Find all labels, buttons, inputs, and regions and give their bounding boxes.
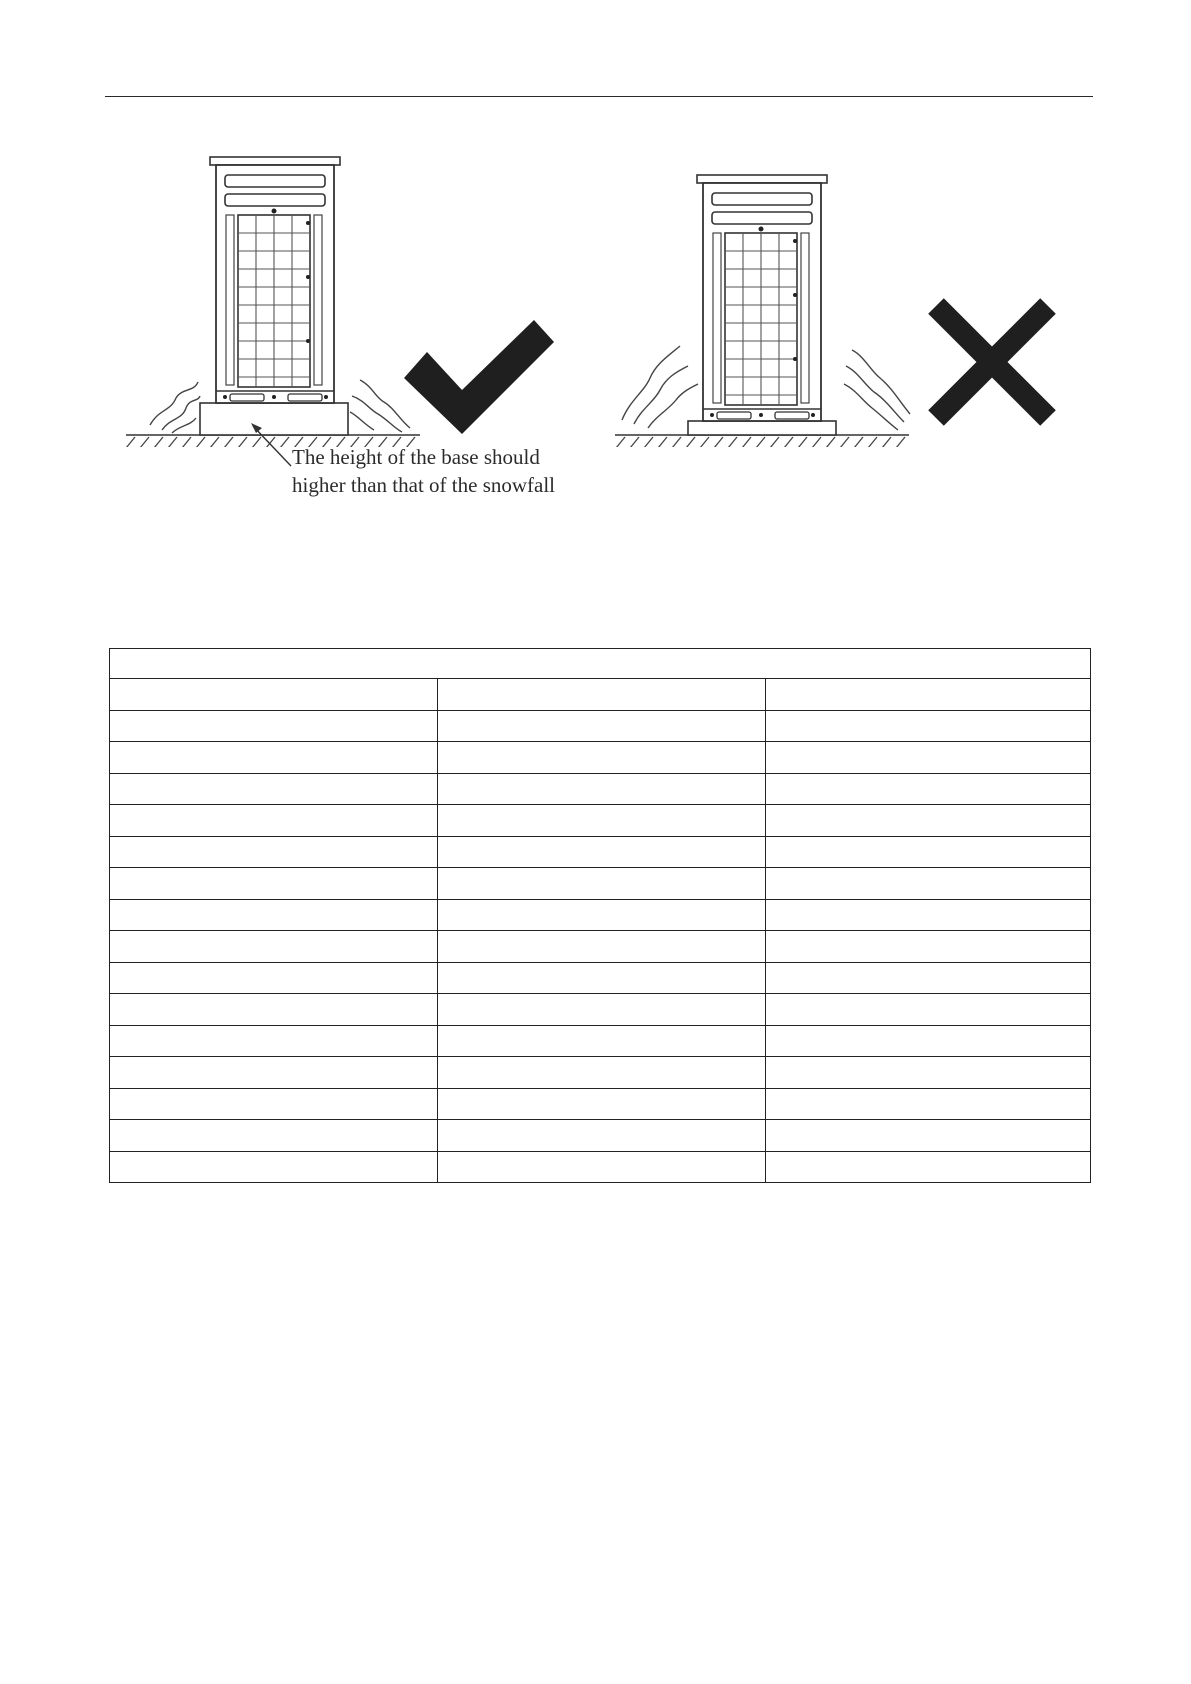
table-cell — [110, 1057, 438, 1089]
table-row — [110, 1088, 1091, 1120]
figure-caption — [292, 443, 555, 499]
table-cell — [766, 805, 1091, 837]
table-row — [110, 773, 1091, 805]
table-cell — [766, 679, 1091, 711]
cross-mark-icon — [936, 306, 1048, 418]
table-cell — [438, 868, 766, 900]
table-row — [110, 994, 1091, 1026]
table-cell — [110, 805, 438, 837]
table-cell — [438, 710, 766, 742]
table-row — [110, 836, 1091, 868]
table-cell — [766, 1057, 1091, 1089]
table-cell — [110, 994, 438, 1026]
table-cell — [438, 773, 766, 805]
table-cell — [110, 836, 438, 868]
snow-installation-figure — [0, 0, 1191, 520]
table-cell — [766, 773, 1091, 805]
table-cell — [438, 1120, 766, 1152]
table-cell — [766, 962, 1091, 994]
caption-line-1: The height of the base should — [292, 445, 540, 469]
table-cell — [110, 962, 438, 994]
table-cell — [766, 836, 1091, 868]
table-title-row — [110, 649, 1091, 679]
table-cell — [766, 1151, 1091, 1183]
table-cell — [438, 836, 766, 868]
table-cell — [438, 742, 766, 774]
table-row — [110, 1025, 1091, 1057]
table-cell — [766, 1088, 1091, 1120]
table-cell — [438, 1025, 766, 1057]
table-row — [110, 742, 1091, 774]
spec-table — [109, 648, 1091, 1183]
table-cell — [766, 1120, 1091, 1152]
table-cell — [110, 868, 438, 900]
table-cell — [110, 742, 438, 774]
caption-line-2: higher than that of the snowfall — [292, 473, 556, 497]
table-cell — [438, 679, 766, 711]
table-cell — [438, 931, 766, 963]
table-cell — [766, 868, 1091, 900]
table-cell — [438, 805, 766, 837]
table-cell — [110, 899, 438, 931]
table-cell — [110, 1088, 438, 1120]
table-cell — [110, 1151, 438, 1183]
table-row — [110, 899, 1091, 931]
table-row — [110, 805, 1091, 837]
check-mark-icon — [404, 320, 554, 434]
unit-on-raised-base — [126, 157, 420, 466]
table-cell — [110, 679, 438, 711]
table-cell — [766, 710, 1091, 742]
table-cell — [766, 899, 1091, 931]
table-row — [110, 962, 1091, 994]
table-cell — [766, 994, 1091, 1026]
table-cell — [110, 1025, 438, 1057]
table-title — [110, 649, 1091, 679]
table-cell — [438, 1151, 766, 1183]
table-cell — [438, 994, 766, 1026]
table-cell — [766, 931, 1091, 963]
table-row — [110, 679, 1091, 711]
table-cell — [438, 1057, 766, 1089]
table-cell — [438, 962, 766, 994]
table-row — [110, 1057, 1091, 1089]
table-row — [110, 710, 1091, 742]
table-row — [110, 1120, 1091, 1152]
table-cell — [766, 1025, 1091, 1057]
table-row — [110, 868, 1091, 900]
table-cell — [110, 1120, 438, 1152]
table-row — [110, 931, 1091, 963]
table-cell — [110, 931, 438, 963]
table-cell — [438, 1088, 766, 1120]
table-cell — [766, 742, 1091, 774]
table-cell — [110, 773, 438, 805]
table-cell — [438, 899, 766, 931]
unit-on-ground — [615, 175, 910, 447]
table-cell — [110, 710, 438, 742]
table-row — [110, 1151, 1091, 1183]
